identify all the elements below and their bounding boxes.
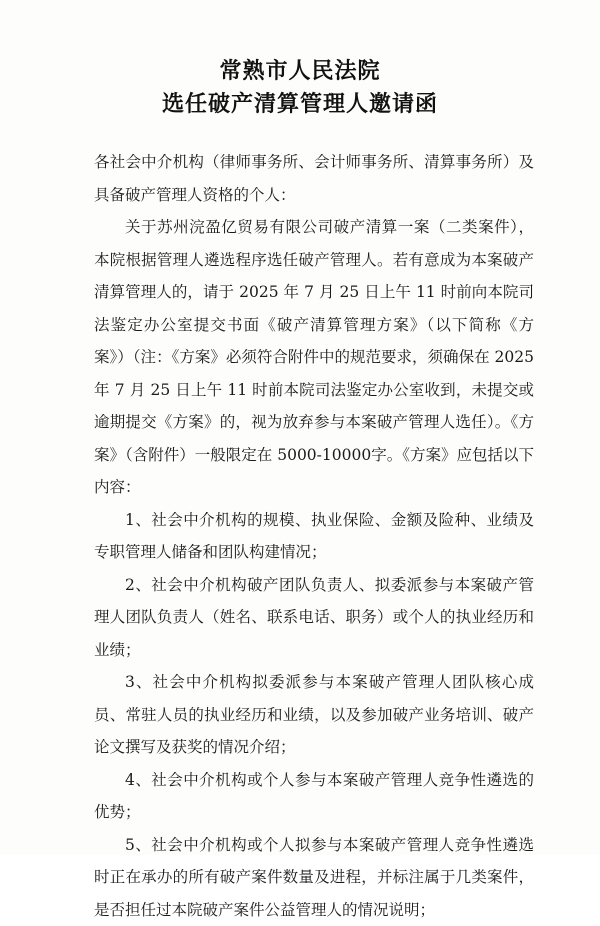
letter-title: 选任破产清算管理人邀请函 xyxy=(0,91,600,117)
paragraph-item-5: 5、社会中介机构或个人拟参与本案破产管理人竞争性遴选时正在承办的所有破产案件数量及进程，并标注属于几类案件，是否担任过本院破产案件公益管理人的情况说明； xyxy=(94,829,534,926)
court-name-title: 常熟市人民法院 xyxy=(0,58,600,84)
paragraph-item-3: 3、社会中介机构拟委派参与本案破产管理人团队核心成员、常驻人员的执业经历和业绩，以及参加破产业务培训、破产论文撰写及获奖的情况介绍； xyxy=(94,666,534,764)
paragraph-item-2: 2、社会中介机构破产团队负责人、拟委派参与本案破产管理人团队负责人（姓名、联系电话、职务）或个人的执业经历和业绩； xyxy=(94,569,534,667)
salutation: 各社会中介机构（律师事务所、会计师事务所、清算事务所）及具备破产管理人资格的个人： xyxy=(94,146,534,211)
letter-body xyxy=(94,146,534,926)
paragraph-item-1: 1、社会中介机构的规模、执业保险、金额及险种、业绩及专职管理人储备和团队构建情况； xyxy=(94,504,534,569)
paragraph-intro: 关于苏州浣盈亿贸易有限公司破产清算一案（二类案件），本院根据管理人遴选程序选任破产管理人。若有意成为本案破产清算管理人的，请于 2025 年 7 月 25 日上午 11 时前向本院司法鉴定办公室提交书面《破产清算管理方案》（以下简称《方案》）（注：《方案》必须符合附件中的规范要求，须确保在 2025 年 7 月 25 日上午 11 时前本院司法鉴定办公室收到，未提交或逾期提交《方案》的，视为放弃参与本案破产管理人选任）。《方案》（含附件）一般限定在 5000-10000字。《方案》应包括以下内容： xyxy=(94,211,534,504)
paragraph-item-4: 4、社会中介机构或个人参与本案破产管理人竞争性遴选的优势； xyxy=(94,764,534,829)
